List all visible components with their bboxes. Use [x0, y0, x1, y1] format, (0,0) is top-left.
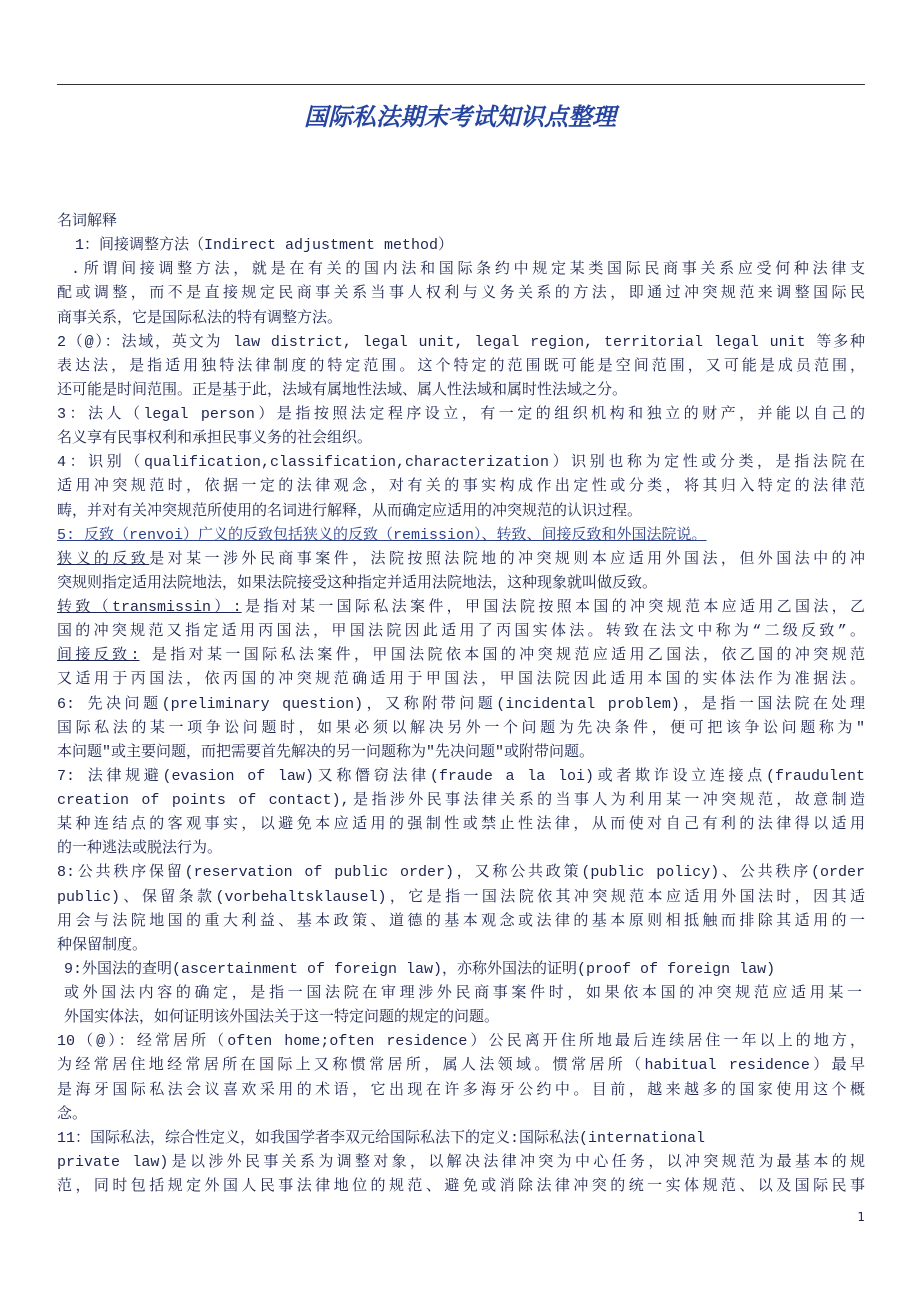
text-line: 又适用于丙国法，依丙国的冲突规范确适用于甲国法，甲国法院因此适用本国的实体法作为准据法。	[57, 671, 865, 689]
underlined-term: 狭义的反致	[57, 550, 150, 568]
text-line: 的一种逃法或脱法行为。	[57, 840, 223, 858]
document-body	[57, 210, 865, 1200]
text-line: 6: 先决问题(preliminary question)，又称附带问题(incidental problem)，是指一国法院在处理	[57, 695, 865, 713]
text-line: 念。	[57, 1105, 88, 1123]
text-line: 某种连结点的客观事实，以避免本应适用的强制性或禁止性法律，从而使对自己有利的法律得以适用	[57, 816, 865, 834]
text-line: 或外国法内容的确定，是指一国法院在审理涉外民商事案件时，如果依本国的冲突规范应适用某一	[64, 985, 862, 1002]
text-line: 用会与法院地国的重大利益、基本政策、道德的基本观念或法律的基本原则相抵触而排除其适用的一	[57, 912, 865, 930]
text-line	[57, 548, 865, 572]
header-rule	[57, 84, 865, 85]
text-segment: 是指对某一国际私法案件，甲国法院按照本国的冲突规范本应适用乙国法，乙	[241, 599, 865, 616]
underlined-term: 转致（transmissin）:	[57, 599, 242, 616]
text-line: 国际私法的某一项争讼问题时，如果必须以解决另外一个问题为先决条件，便可把该争讼问题称为"	[57, 719, 865, 737]
text-line: 为经常居住地经常居所在国际上又称惯常居所，属人法领域。惯常居所（habitual residence）最早	[57, 1057, 865, 1075]
page-number: 1	[857, 1210, 865, 1224]
text-line: 11：国际私法，综合性定义，如我国学者李双元给国际私法下的定义:国际私法(international	[57, 1129, 706, 1147]
text-line: 适用冲突规范时，依据一定的法律观念，对有关的事实构成作出定性或分类，将其归入特定的法律范	[57, 478, 865, 496]
text-line: 表达法，是指适用独特法律制度的特定范围。这个特定的范围既可能是空间范围，又可能是成员范围，	[57, 357, 865, 375]
text-line: 突规则指定适用法院地法，如果法院接受这种指定并适用法院地法，这种现象就叫做反致。	[57, 574, 658, 592]
text-line: 畴，并对有关冲突规范所使用的名词进行解释，从而确定应适用的冲突规范的认识过程。	[57, 502, 643, 520]
text-line: 7: 法律规避(evasion of law)又称僭窃法律(fraude a la loi)或者欺诈设立连接点(fraudulent	[57, 767, 865, 785]
text-line: 本问题"或主要问题，而把需要首先解决的另一问题称为"先决问题"或附带问题。	[57, 743, 595, 761]
text-line: 是海牙国际私法会议喜欢采用的术语，它出现在许多海牙公约中。目前，越来越多的国家使用这个概	[57, 1081, 865, 1099]
text-line: creation of points of contact),是指涉外民事法律关系的当事人为利用某一冲突规范，故意制造	[57, 792, 865, 809]
document-title: 国际私法期末考试知识点整理	[304, 103, 616, 131]
text-line: 配或调整，而不是直接规定民商事关系当事人权利与义务关系的方法，即通过冲突规范来调整国际民	[57, 285, 865, 303]
text-line: 3：法人（legal person）是指按照法定程序设立，有一定的组织机构和独立的财产，并能以自己的	[57, 406, 865, 423]
text-line	[57, 644, 865, 668]
text-line: 4：识别（qualification,classification,characterization）识别也称为定性或分类，是指法院在	[57, 454, 865, 472]
text-line: 外国实体法，如何证明该外国法关于这一特定问题的规定的问题。	[64, 1009, 500, 1027]
text-line	[57, 596, 865, 620]
text-line: private law)是以涉外民事关系为调整对象，以解决法律冲突为中心任务，以冲突规范为最基本的规	[57, 1153, 865, 1171]
text-segment: 是对某一涉外民商事案件，法院按照法院地的冲突规则本应适用外国法，但外国法中的冲	[149, 550, 865, 568]
text-line: .所谓间接调整方法，就是在有关的国内法和国际条约中规定某类国际民商事关系应受何种法律支	[71, 261, 865, 279]
text-line: 还可能是时间范围。正是基于此，法域有属地性法域、属人性法域和属时性法域之分。	[57, 381, 628, 399]
text-line: 9:外国法的查明(ascertainment of foreign law)，亦称外国法的证明(proof of foreign law)	[64, 960, 776, 978]
text-line: public)、保留条款(vorbehaltsklausel)，它是指一国法院依其冲突规范本应适用外国法时，因其适	[57, 888, 865, 906]
text-segment: 是指对某一国际私法案件，甲国法院依本国的冲突规范应适用乙国法，依乙国的冲突规范	[139, 647, 865, 665]
text-line: 8:公共秩序保留(reservation of public order)，又称公共政策(public policy)、公共秩序(order	[57, 864, 865, 882]
text-line: 名义享有民事权利和承担民事义务的社会组织。	[57, 430, 373, 448]
section-heading: 名词解释	[57, 213, 118, 230]
term-heading: 1：间接调整方法（Indirect adjustment method）	[75, 237, 454, 255]
text-line: 商事关系，它是国际私法的特有调整方法。	[57, 309, 343, 327]
underlined-term: 间接反致:	[57, 647, 140, 665]
text-line: 范，同时包括规定外国人民事法律地位的规范、避免或消除法律冲突的统一实体规范、以及国际民事	[57, 1178, 865, 1195]
text-line: 种保留制度。	[57, 936, 148, 954]
text-line: 2（@）：法域，英文为 law district, legal unit, legal region, territorial legal unit 等多种	[57, 333, 865, 351]
text-line: 国的冲突规范又指定适用丙国法，甲国法院因此适用了丙国实体法。转致在法文中称为“二级反致”。	[57, 623, 865, 641]
text-line: 10（@）：经常居所（often home;often residence）公民离开住所地最后连续居住一年以上的地方，	[57, 1033, 865, 1051]
underlined-heading-line: 5: 反致（renvoi）广义的反致包括狭义的反致（remission）、转致、间接反致和外国法院说。	[57, 526, 707, 544]
